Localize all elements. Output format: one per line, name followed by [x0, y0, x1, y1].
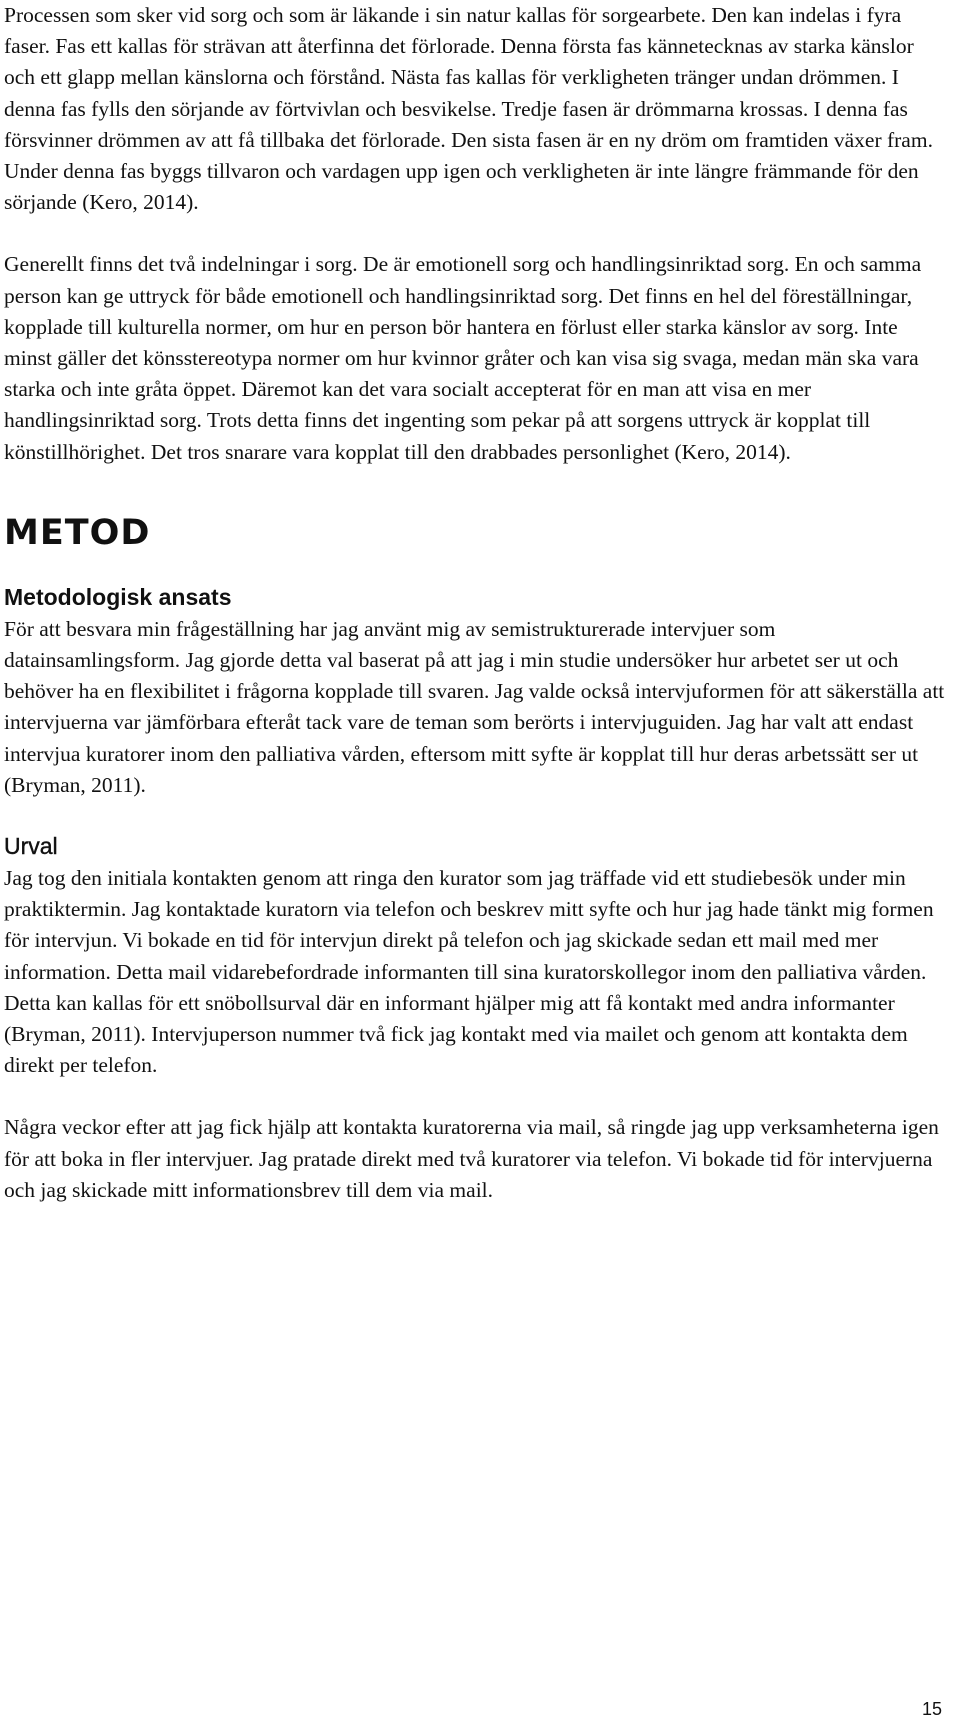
paragraph-sorg-indelningar: Generellt finns det två indelningar i sorg. De är emotionell sorg och handlingsinriktad sorg. En och samma person kan ge uttryck för både emotionell och handlingsinriktad sorg. Det finns en hel del föreställningar, kopplade till kulturella normer, om hur en person bör hantera en förlust eller starka känslor av sorg. Inte minst gäller det könsstereotypa normer om hur kvinnor gråter och kan visa sig svaga, medan män ska vara starka och inte gråta öppet. Däremot kan det vara socialt accepterat för en man att visa en mer handlingsinriktad sorg. Trots detta finns det ingenting som pekar på att sorgens uttryck är kopplat till könstillhörighet. Det tros snarare vara kopplat till den drabbades personlighet (Kero, 2014). [4, 252, 922, 464]
section-heading-metod: METOD [4, 512, 151, 553]
subheading-metodologisk-ansats: Metodologisk ansats [4, 583, 232, 610]
paragraph-sorgearbete: Processen som sker vid sorg och som är läkande i sin natur kallas för sorgearbete. Den kan indelas i fyra faser. Fas ett kallas för strävan att återfinna det förlorade. Denna första fas kännetecknas av starka känslor och ett glapp mellan känslorna och förstånd. Nästa fas kallas för verkligheten tränger undan drömmen. I denna fas fylls den sörjande av förtvivlan och besvikelse. Tredje fasen är drömmarna krossas. I denna fas försvinner drömmen av att få tillbaka det förlorade. Den sista fasen är en ny dröm om framtiden växer fram. Under denna fas byggs tillvaron och vardagen upp igen och verkligheten är inte längre främmande för den sörjande (Kero, 2014). [4, 3, 933, 215]
paragraph-fler-intervjuer: Några veckor efter att jag fick hjälp att kontakta kuratorerna via mail, så ringde jag upp verksamheterna igen för att boka in fler intervjuer. Jag pratade direkt med två kuratorer via telefon. Vi bokade tid för intervjuerna och jag skickade mitt informationsbrev till dem via mail. [4, 1115, 939, 1202]
page-content [4, 0, 948, 1206]
subheading-urval: Urval [4, 833, 58, 860]
paragraph-urval: Jag tog den initiala kontakten genom att ringa den kurator som jag träffade vid ett studiebesök under min praktiktermin. Jag kontaktade kuratorn via telefon och beskrev mitt syfte och hur jag hade tänkt mig formen för intervjun. Vi bokade en tid för intervjun direkt på telefon och jag skickade sedan ett mail med mer information. Detta mail vidarebefordrade informanten till sina kuratorskollegor inom den palliativa vården. Detta kan kallas för ett snöbollsurval där en informant hjälper mig att få kontakt med andra informanter (Bryman, 2011). Intervjuperson nummer två fick jag kontakt med via mailet och genom att kontakta dem direkt per telefon. [4, 866, 934, 1078]
page-number: 15 [921, 1699, 942, 1719]
paragraph-metodologisk-ansats: För att besvara min frågeställning har jag använt mig av semistrukturerade intervjuer som datainsamlingsform. Jag gjorde detta val baserat på att jag i min studie undersöker hur arbetet ser ut och behöver ha en flexibilitet i frågorna kopplade till svaren. Jag valde också intervjuformen för att säkerställa att intervjuerna var jämförbara efteråt tack vare de teman som berörts i intervjuguiden. Jag har valt att endast intervjua kuratorer inom den palliativa vården, eftersom mitt syfte är kopplat till hur deras arbetssätt ser ut (Bryman, 2011). [4, 616, 945, 797]
